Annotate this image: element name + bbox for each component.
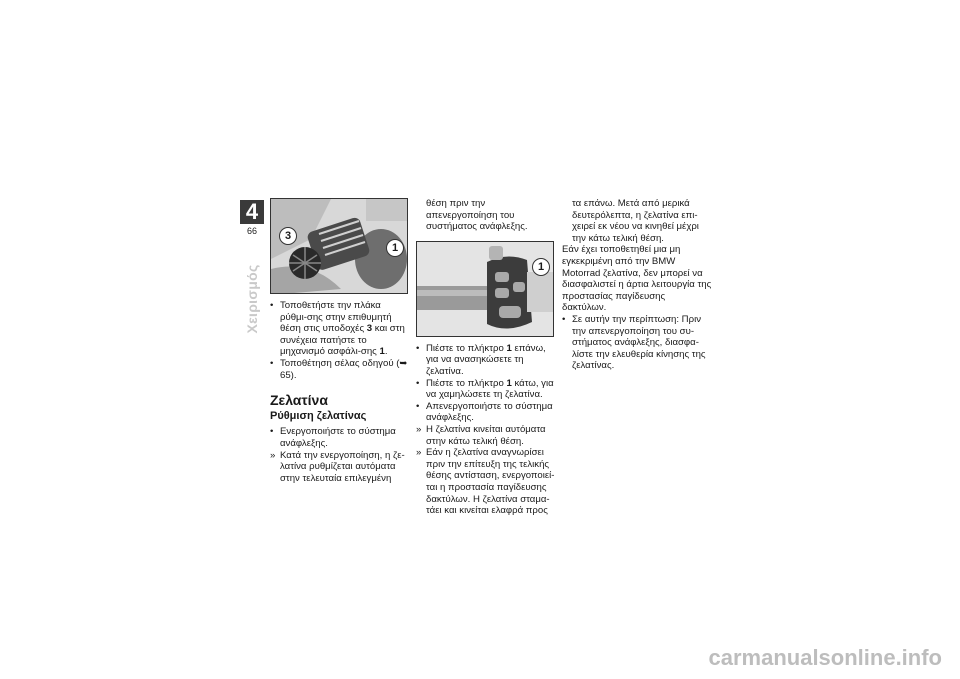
step-lower	[416, 378, 556, 401]
bullet: •	[270, 426, 274, 438]
step-place-plate	[270, 300, 410, 358]
text: επάνω, για να ανασηκώσετε τη ζελατίνα.	[426, 342, 546, 377]
bullet: •	[270, 300, 274, 311]
text: Τοποθέτηση σέλας οδηγού (➥ 65).	[280, 357, 408, 381]
bullet: •	[416, 342, 420, 354]
continued-text: τα επάνω. Μετά από μερικά δευτερόλεπτα, η ζελατίνα επι-χειρεί εκ νέου να κινηθεί μέχρι την κάτω τελική θέση.	[572, 198, 699, 244]
text: Πιέστε το πλήκτρο	[426, 342, 507, 354]
result-marker: »	[416, 447, 422, 459]
text: Ενεργοποιήστε το σύστημα ανάφλεξης.	[280, 426, 396, 449]
bullet: •	[416, 400, 420, 412]
side-title-text: Χειρισμός	[244, 264, 260, 334]
seat-adjustment-figure	[270, 198, 408, 294]
section-heading: Ζελατίνα	[270, 392, 328, 409]
windshield-switch-figure	[416, 241, 554, 337]
text: Η ζελατίνα κινείται αυτόματα στην κάτω τελική θέση.	[426, 423, 546, 447]
text: Κατά την ενεργοποίηση, η ζε-λατίνα ρυθμίζεται αυτόματα στην τελευταία επιλεγμένη	[280, 449, 405, 484]
step-ensure-free-movement	[562, 314, 712, 372]
callout-1: 1	[532, 258, 550, 276]
text: Τοποθετήστε την πλάκα ρύθμι-σης στην επιθυμητή θέση στις υποδοχές	[280, 300, 392, 335]
ref-1: 1	[379, 346, 385, 358]
bullet: •	[270, 357, 274, 369]
subsection-heading: Ρύθμιση ζελατίνας	[270, 409, 367, 422]
text: κάτω, για να χαμηλώσετε τη ζελατίνα.	[426, 377, 554, 401]
step-raise	[416, 343, 556, 378]
step-install-seat	[270, 358, 410, 381]
result-auto-adjust	[270, 450, 410, 485]
step-ignition-off	[416, 401, 556, 424]
bullet: •	[416, 377, 420, 389]
result-pinch-protection	[416, 447, 556, 517]
text: Σε αυτήν την περίπτωση: Πριν την απενεργοποίηση του συ-στήματος ανάφλεξης, διασφα-λίστε την ελευθερία κίνησης της ζελατίνας.	[572, 313, 706, 372]
continued-text: θέση πριν την απενεργοποίηση του συστήματος ανάφλεξης.	[426, 198, 528, 233]
watermark: carmanualsonline.info	[708, 645, 942, 670]
side-title	[238, 244, 266, 354]
page-number: 66	[246, 226, 257, 236]
bullet: •	[562, 313, 566, 325]
text: και στη συνέχεια πατήστε το μηχανισμό ασφάλι-σης	[280, 323, 405, 358]
column-2	[416, 198, 556, 517]
result-marker: »	[416, 423, 422, 435]
warning-paragraph: Εάν έχει τοποθετηθεί μια μη εγκεκριμένη από την BMW Motorrad ζελατίνα, δεν μπορεί να διασφαλιστεί η άρτια λειτουργία της προστασίας παγίδευσης δακτύλων.	[562, 244, 712, 314]
result-marker: »	[270, 449, 276, 461]
ref-3: 3	[366, 323, 373, 335]
callout-3: 3	[279, 227, 297, 245]
callout-1: 1	[386, 239, 404, 257]
text: Απενεργοποιήστε το σύστημα ανάφλεξης.	[426, 400, 553, 424]
text: .	[384, 346, 388, 358]
handlebar-switch-illustration	[417, 242, 554, 337]
ref-1: 1	[506, 342, 512, 354]
text: Πιέστε το πλήκτρο	[426, 377, 507, 389]
text: Εάν η ζελατίνα αναγνωρίσει πριν την επίτευξη της τελικής θέσης αντίσταση, ενεργοποιεί-ται η προστασία παγίδευσης δακτύλων. Η ζελατίνα σταμα-τάει και κινείται ελαφρά προς	[426, 447, 555, 517]
result-lowers	[416, 424, 556, 447]
chapter-number: 4	[240, 200, 264, 224]
column-3	[562, 198, 712, 372]
ref-1: 1	[506, 377, 512, 389]
column-1	[270, 198, 410, 484]
step-ignition-on	[270, 426, 410, 449]
